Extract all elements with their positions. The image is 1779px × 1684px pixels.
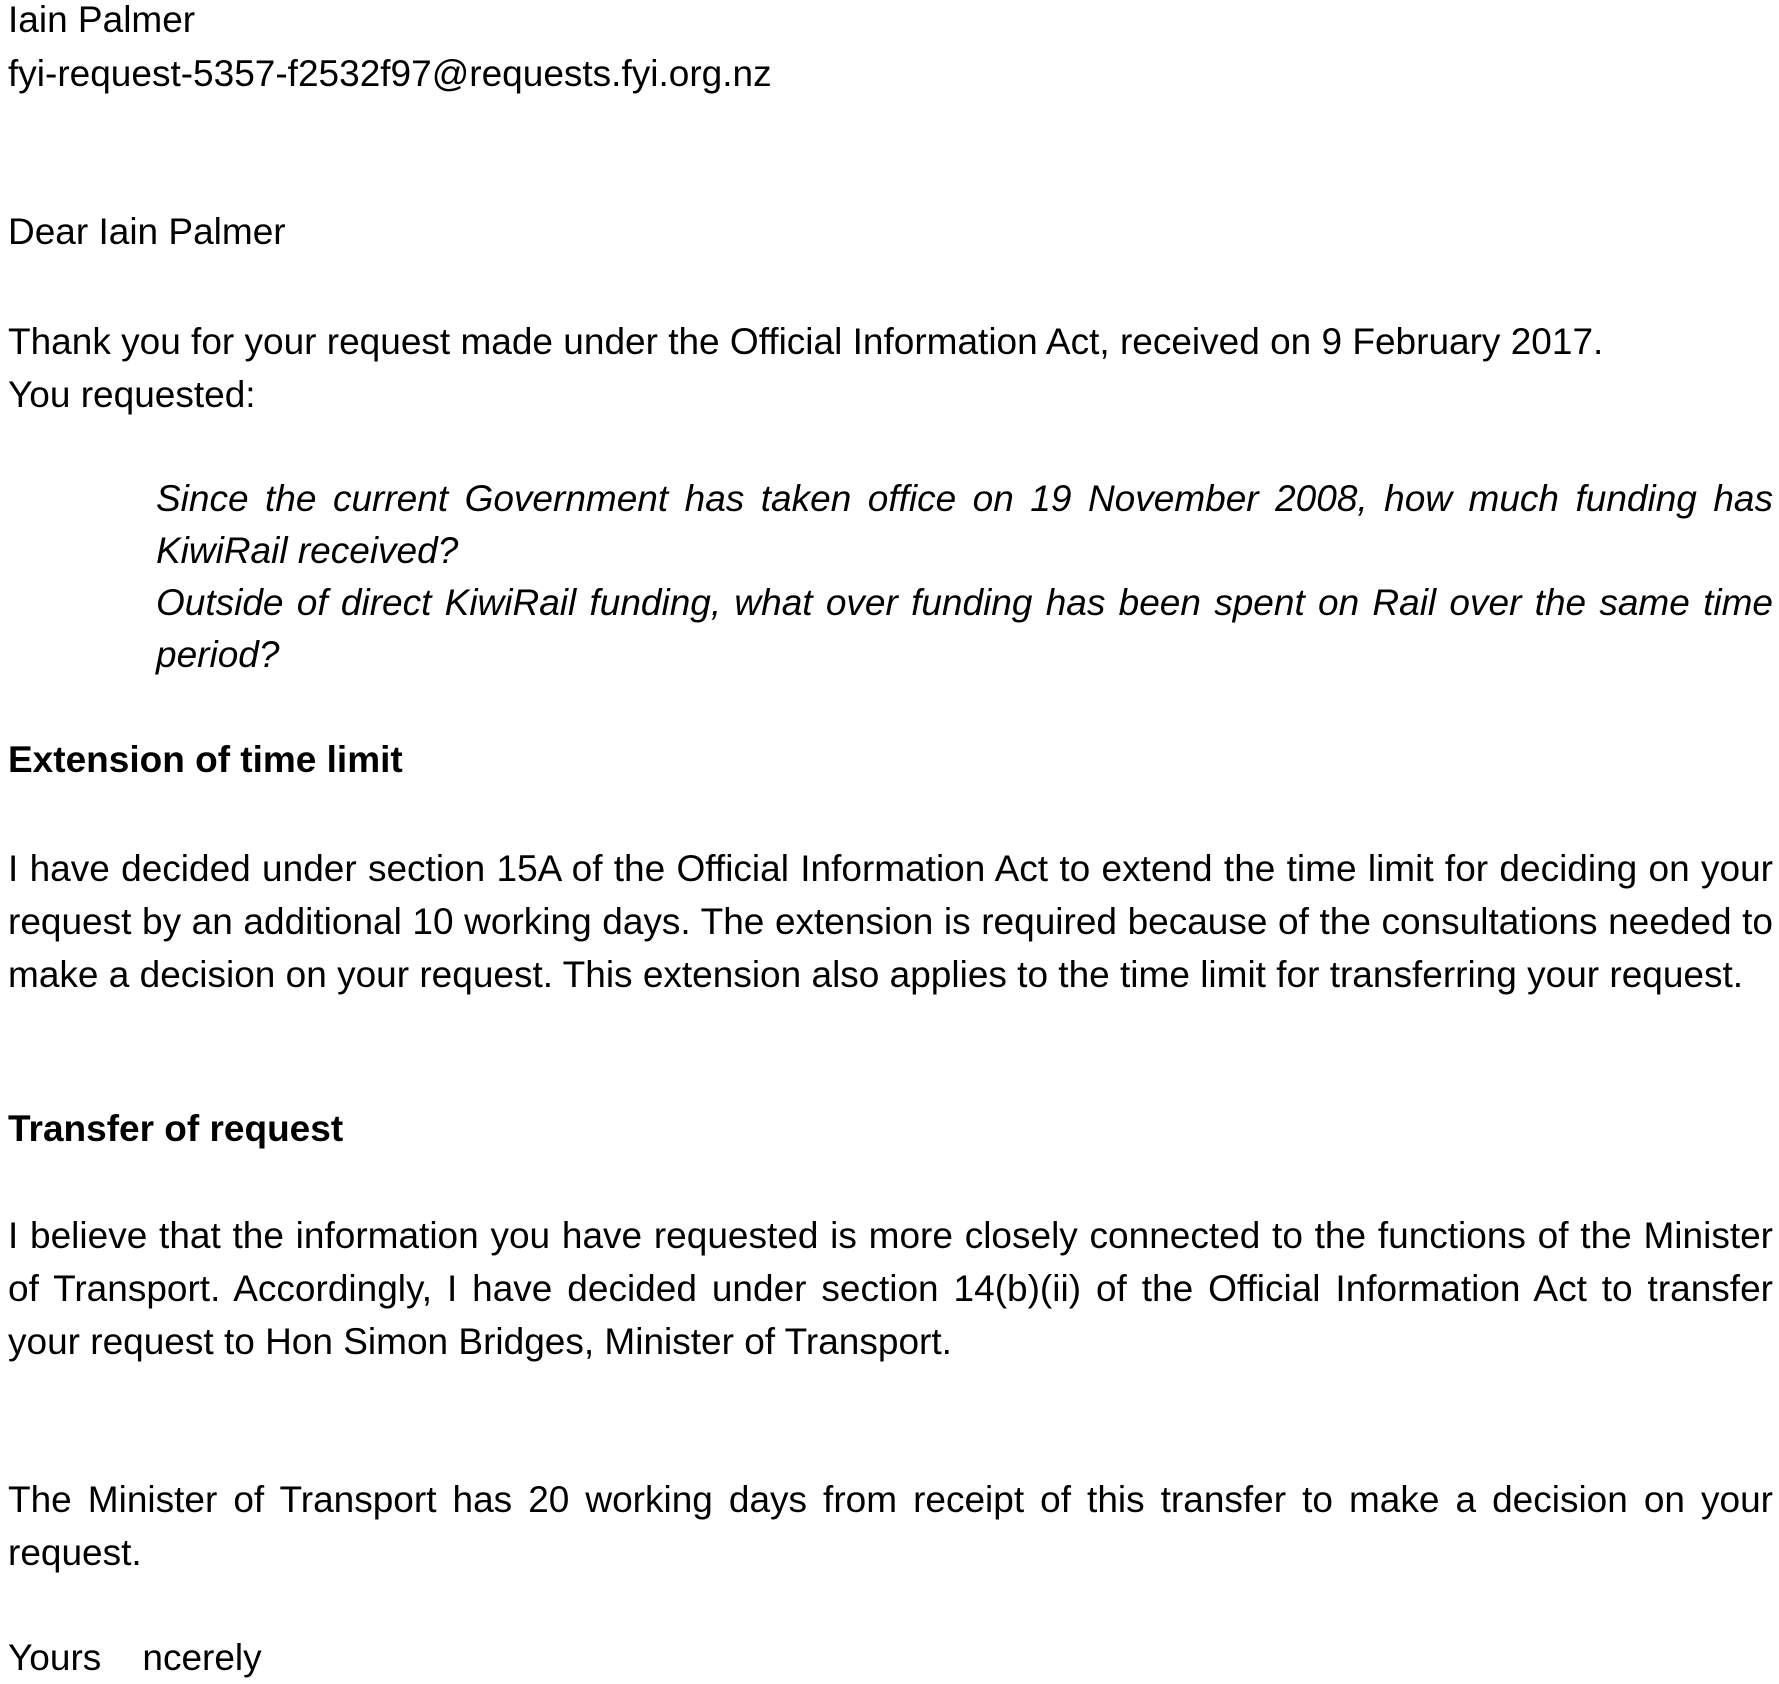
quoted-request-1: Since the current Government has taken office on 19 November 2008, how much funding has KiwiRail received?	[156, 478, 1773, 571]
intro-paragraph: Thank you for your request made under the Official Information Act, received on 9 February 2017. You requested:	[8, 321, 1604, 415]
recipient-email: fyi-request-5357-f2532f97@requests.fyi.org.nz	[8, 53, 772, 94]
minister-deadline-paragraph: The Minister of Transport has 20 working days from receipt of this transfer to make a decision on your request.	[8, 1479, 1773, 1573]
closing: Yours ncerely	[8, 1637, 262, 1678]
quoted-request-2: Outside of direct KiwiRail funding, what over funding has been spent on Rail over the same time period?	[156, 582, 1773, 675]
transfer-paragraph: I believe that the information you have requested is more closely connected to the functions of the Minister of Transport. Accordingly, I have decided under section 14(b)(ii) of the Official Information Act to transfer your request to Hon Simon Bridges, Minister of Transport.	[8, 1215, 1773, 1362]
heading-extension: Extension of time limit	[8, 739, 403, 780]
extension-paragraph: I have decided under section 15A of the Official Information Act to extend the time limit for deciding on your request by an additional 10 working days. The extension is required because of the consultations needed to make a decision on your request. This extension also applies to the time limit for transferring your request.	[8, 848, 1773, 995]
recipient-name: Iain Palmer	[8, 0, 196, 40]
salutation: Dear Iain Palmer	[8, 211, 286, 252]
heading-transfer: Transfer of request	[8, 1108, 344, 1149]
